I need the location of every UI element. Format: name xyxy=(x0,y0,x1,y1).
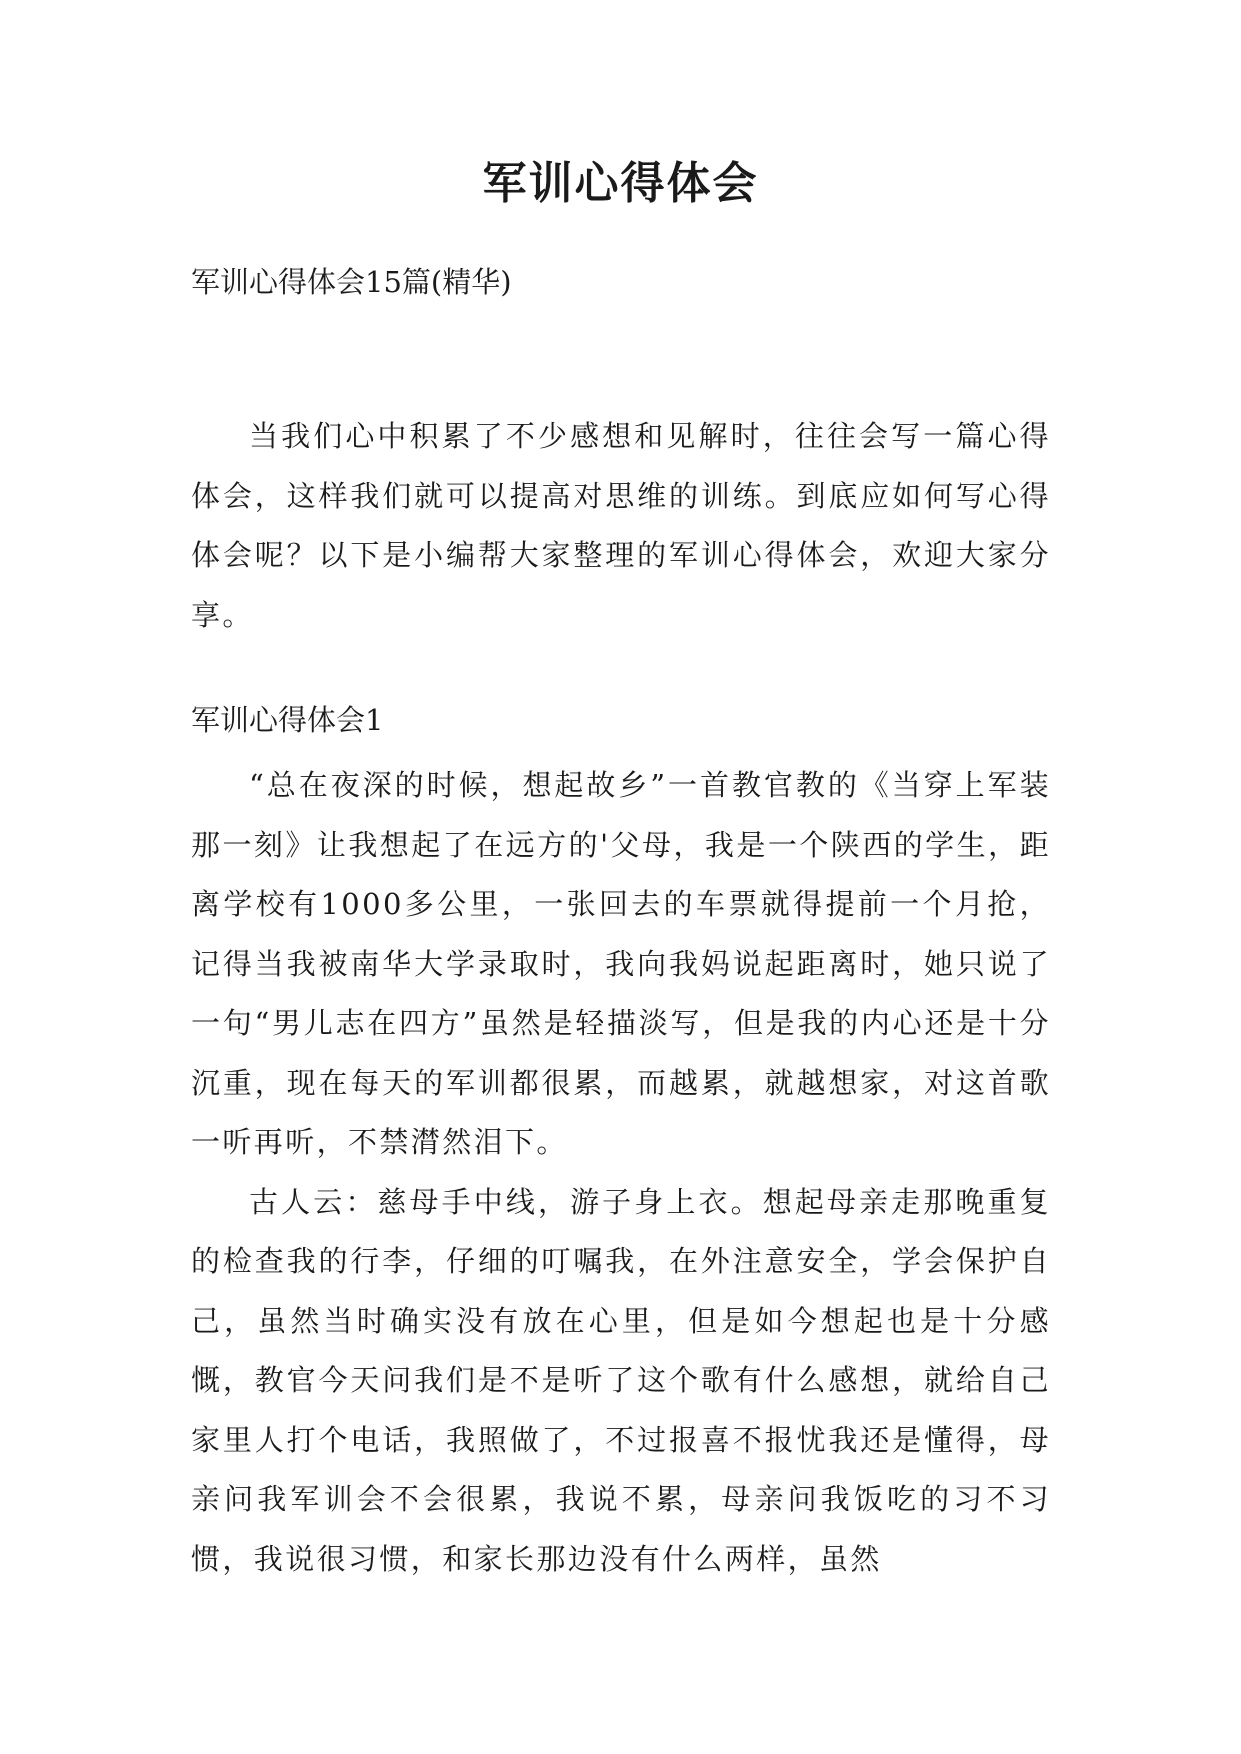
intro-block xyxy=(191,407,1051,645)
section-body xyxy=(191,756,1051,1589)
section-heading: 军训心得体会1 xyxy=(191,703,384,737)
body-paragraph-1: “总在夜深的时候，想起故乡”一首教官教的《当穿上军装那一刻》让我想起了在远方的'父母，我是一个陕西的学生，距离学校有1000多公里，一张回去的车票就得提前一个月抢，记得当我被南华大学录取时，我向我妈说起距离时，她只说了一句“男儿志在四方”虽然是轻描淡写，但是我的内心还是十分沉重，现在每天的军训都很累，而越累，就越想家，对这首歌一听再听，不禁潸然泪下。 xyxy=(191,768,1051,1159)
document-title: 军训心得体会 xyxy=(482,158,759,209)
intro-paragraph: 当我们心中积累了不少感想和见解时，往往会写一篇心得体会，这样我们就可以提高对思维的训练。到底应如何写心得体会呢？以下是小编帮大家整理的军训心得体会，欢迎大家分享。 xyxy=(191,419,1051,632)
document-subtitle: 军训心得体会15篇(精华) xyxy=(191,265,512,299)
body-paragraph-2: 古人云：慈母手中线，游子身上衣。想起母亲走那晚重复的检查我的行李，仔细的叮嘱我，在外注意安全，学会保护自己，虽然当时确实没有放在心里，但是如今想起也是十分感慨，教官今天问我们是不是听了这个歌有什么感想，就给自己家里人打个电话，我照做了，不过报喜不报忧我还是懂得，母亲问我军训会不会很累，我说不累，母亲问我饭吃的习不习惯，我说很习惯，和家长那边没有什么两样，虽然 xyxy=(191,1184,1051,1576)
